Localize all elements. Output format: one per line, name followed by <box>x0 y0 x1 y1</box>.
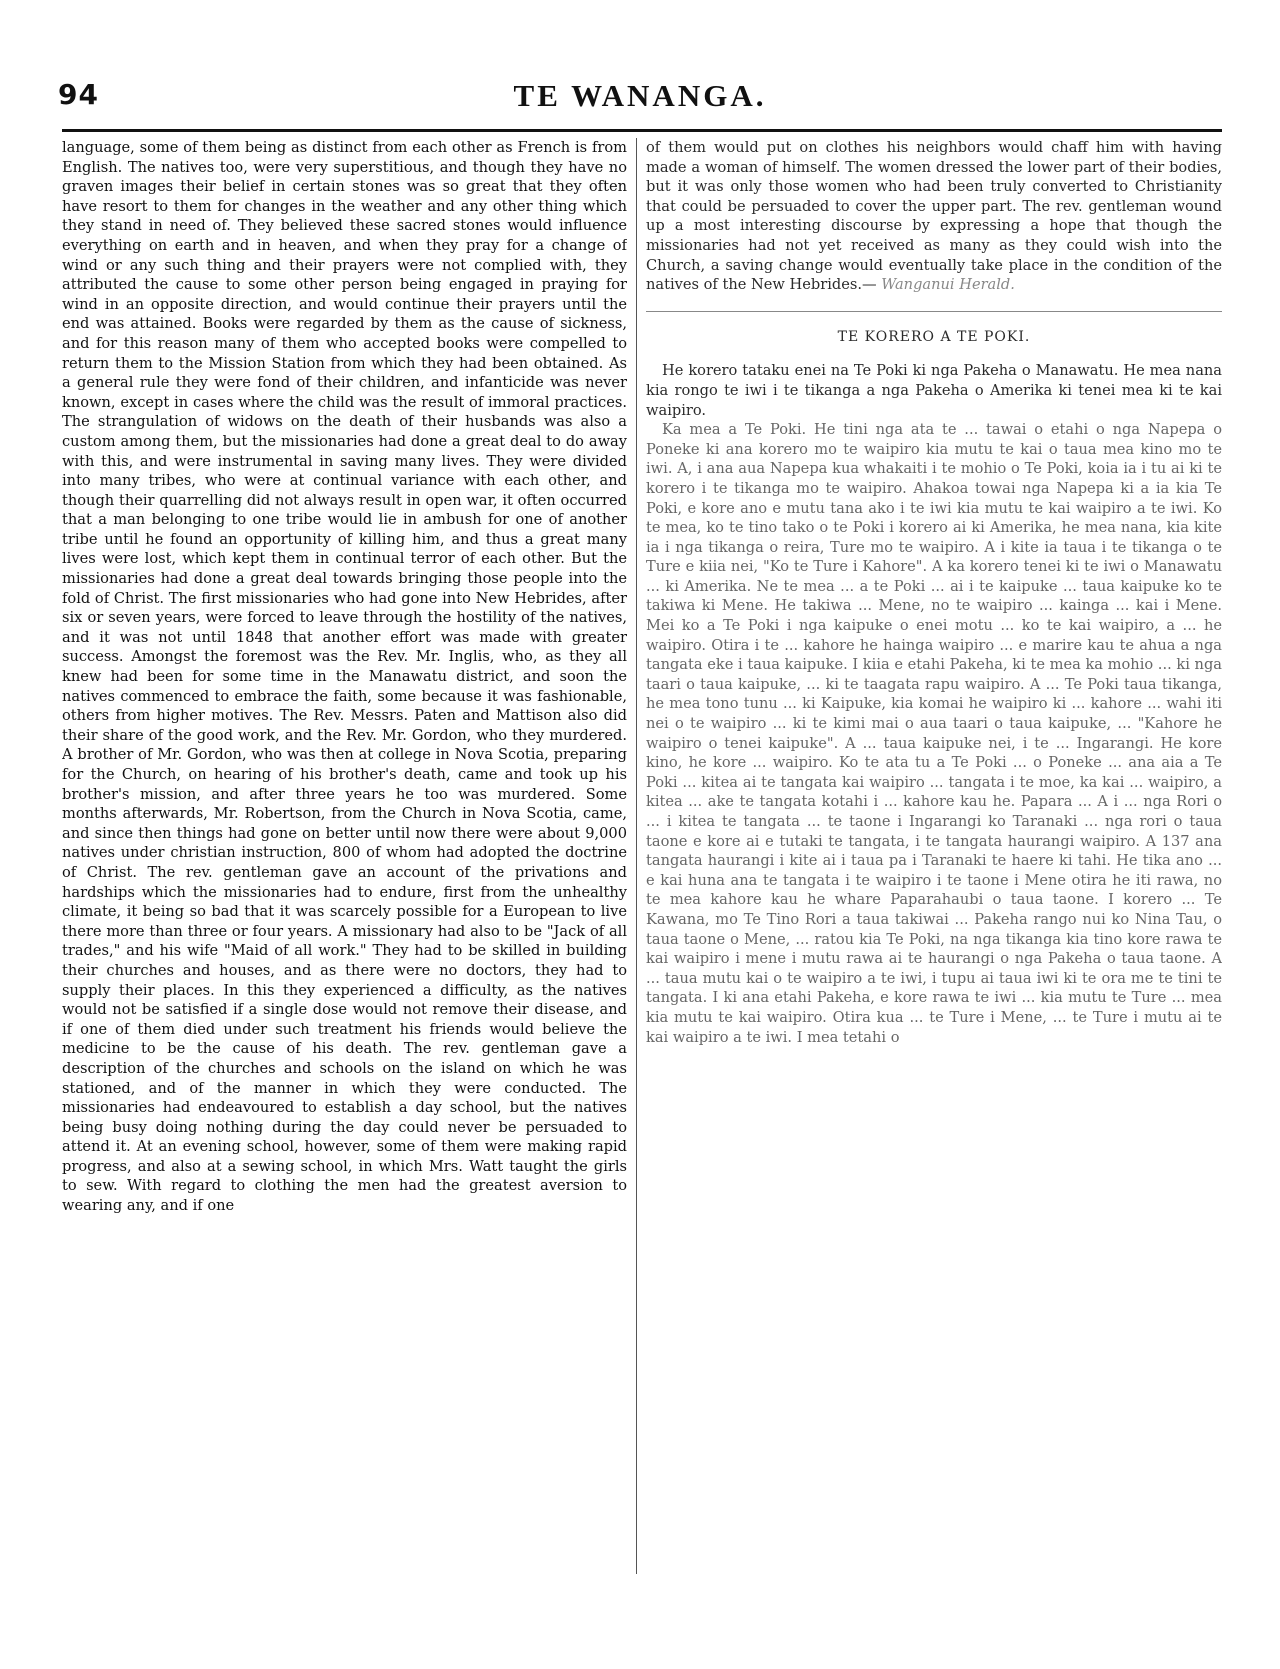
source-credit: Wanganui Herald. <box>881 276 1015 294</box>
section-heading: TE KORERO A TE POKI. <box>646 311 1222 348</box>
header-rule <box>62 129 1222 132</box>
article-paragraph: Ka mea a Te Poki. He tini nga ata te ... tawai o etahi o nga Napepa o Poneke ki ana korero mo te waipiro kia mutu te kai o taua mea kino mo te iwi. A, i ana aua Napepa kua whakaiti i te mohio o Te Poki, koia ia i tu ai ki te korero i te tikanga mo te waipiro. Ahakoa towai nga Napepa ki a ia kia Te Poki, e kore ano e mutu tana ako i te iwi kia mutu te kai waipiro a te iwi. Ko te mea, ko te tino tako o te Poki i korero ai ki Amerika, he mea nana, kia kite ia i nga tikanga o reira, Ture mo te waipiro. A i kite ia taua i te tikanga o te Ture e kiia nei, "Ko te Ture i Kahore". A ka korero tenei ki te iwi o Manawatu ... ki Amerika. Ne te mea ... a te Poki ... ai i te kaipuke ... taua kaipuke ko te takiwa ki Mene. He takiwa ... Mene, no te waipiro ... kainga ... kai i Mene. Mei ko a Te Poki i nga kaipuke o enei motu ... ko te kai waipiro, a ... he waipiro. Otira i te ... kahore he hainga waipiro ... e marire kau te ahua a nga tangata eke i taua kaipuke. I kiia e etahi Pakeha, ki te mea ka mohio ... ki nga taari o taua kaipuke, ... ki te taagata rapu waipiro. A ... Te Poki taua tikanga, he mea tono tunu ... ki Kaipuke, kia komai he waipiro ki ... kahore ... wahi iti nei o te waipiro ... ki te kimi mai o aua taari o taua kaipuke, ... "Kahore he waipiro o tenei kaipuke". A ... taua kaipuke nei, i te ... Ingarangi. He kore kino, he kore ... waipiro. Ko te ata tu a Te Poki ... o Poneke ... ana aia a Te Poki ... kitea ai te tangata kai waipiro ... tangata i te moe, ka kai ... waipiro, a kitea ... ake te tangata kotahi i ... kahore kau he. Papara ... A i ... nga Rori o ... i kitea te tangata ... te taone i Ingarangi ko Taranaki ... nga rori o taua taone e kore ai e tutaki te tangata, i te tangata haurangi waipiro. A 137 ana tangata haurangi i kite ai i taua pa i Taranaki te haere ki tahi. He tika ano ... e kai huna ana te tangata i te waipiro i te taone i Mene otira he iti rawa, no te mea kahore kau he whare Paparahaubi o taua taone. I korero ... Te Kawana, mo Te Tino Rori a taua takiwai ... Pakeha rango nui ko Nina Tau, o taua taone o Mene, ... ratou kia Te Poki, na nga tikanga kia tino kore rawa te kai waipiro i mene i mutu rawa ai te haurangi o nga Pakeha o taua taone. A ... taua mutu kai o te waipiro a te iwi, i tupu ai taua iwi ki te ora me te tini te tangata. I ki ana etahi Pakeha, e kore rawa te iwi ... kia mutu te Ture ... mea kia mutu te kai waipiro. Otira kua ... te Ture i Mene, ... te Ture i mutu ai te kai waipiro a te iwi. I mea tetahi o <box>646 421 1222 1046</box>
column-divider <box>636 138 637 1574</box>
page-number: 94 <box>58 78 99 111</box>
right-column <box>646 138 1222 1589</box>
newspaper-title: TE WANANGA. <box>513 78 767 113</box>
article-paragraph: He korero tataku enei na Te Poki ki nga Pakeha o Manawatu. He mea nana kia rongo te iwi i te tikanga a nga Pakeha o Amerika ki tenei mea ki te kai waipiro. <box>646 362 1222 419</box>
article-continuation <box>646 138 1222 295</box>
masthead <box>58 78 1222 122</box>
article-paragraph: language, some of them being as distinct from each other as French is from English. The natives too, were very superstitious, and though they have no graven images their belief in certain stones was so great that they often have resort to them for changes in the weather and any other thing which they stand in need of. They believed these sacred stones would influence everything on earth and in heaven, and when they pray for a change of wind or any such thing and their prayers were not complied with, they attributed the cause to some other person being engaged in praying for wind in an opposite direction, and would continue their prayers until the end was attained. Books were regarded by them as the cause of sickness, and for this reason many of them who accepted books were compelled to return them to the Mission Station from which they had been obtained. As a general rule they were fond of their children, and infanticide was never known, except in cases where the child was the result of immoral practices. The strangulation of widows on the death of their husbands was also a custom among them, but the missionaries had done a great deal to do away with this, and were instrumental in saving many lives. They were divided into many tribes, who were at continual variance with each other, and though their quarrelling did not always result in open war, it often occurred that a man belonging to one tribe would lie in ambush for one of another tribe until he found an opportunity of killing him, and thus a great many lives were lost, which kept them in continual terror of each other. But the missionaries had done a great deal towards bringing those people into the fold of Christ. The first missionaries who had gone into New Hebrides, after six or seven years, were forced to leave through the hostility of the natives, and it was not until 1848 that another effort was made with greater success. Amongst the foremost was the Rev. Mr. Inglis, who, as they all knew had been for some time in the Manawatu district, and soon the natives commenced to embrace the faith, some because it was fashionable, others from higher motives. The Rev. Messrs. Paten and Mattison also did their share of the good work, and the Rev. Mr. Gordon, who they murdered. A brother of Mr. Gordon, who was then at college in Nova Scotia, preparing for the Church, on hearing of his brother's death, came and took up his brother's mission, and after three years he too was murdered. Some months afterwards, Mr. Robertson, from the Church in Nova Scotia, came, and since then things had gone on better until now there were about 9,000 natives under christian instruction, 800 of whom had adopted the doctrine of Christ. The rev. gentleman gave an account of the privations and hardships which the missionaries had to endure, first from the unhealthy climate, it being so bad that it was scarcely possible for a European to live there more than three or four years. A missionary had also to be "Jack of all trades," and his wife "Maid of all work." They had to be skilled in building their churches and houses, and as there were no doctors, they had to supply their places. In this they experienced a difficulty, as the natives would not be satisfied if a single dose would not remove their disease, and if one of them died under such treatment his friends would believe the medicine to be the cause of his death. The rev. gentleman gave a description of the churches and schools on the island on which he was stationed, and of the manner in which they were conducted. The missionaries had endeavoured to establish a day school, but the natives being busy doing nothing during the day could never be persuaded to attend it. At an evening school, however, some of them were making rapid progress, and also at a sewing school, in which Mrs. Watt taught the girls to sew. With regard to clothing the men had the greatest aversion to wearing any, and if one <box>62 139 627 1215</box>
continuation-text: of them would put on clothes his neighbors would chaff him with having made a woman of himself. The women dressed the lower part of their bodies, but it was only those women who had been truly converted to Christianity that could be persuaded to cover the upper part. The rev. gentleman wound up a most interesting discourse by expressing a hope that though the missionaries had not yet received as many as they could wish into the Church, a saving change would eventually take place in the condition of the natives of the New Hebrides.— <box>646 139 1222 294</box>
left-column <box>62 138 627 1589</box>
